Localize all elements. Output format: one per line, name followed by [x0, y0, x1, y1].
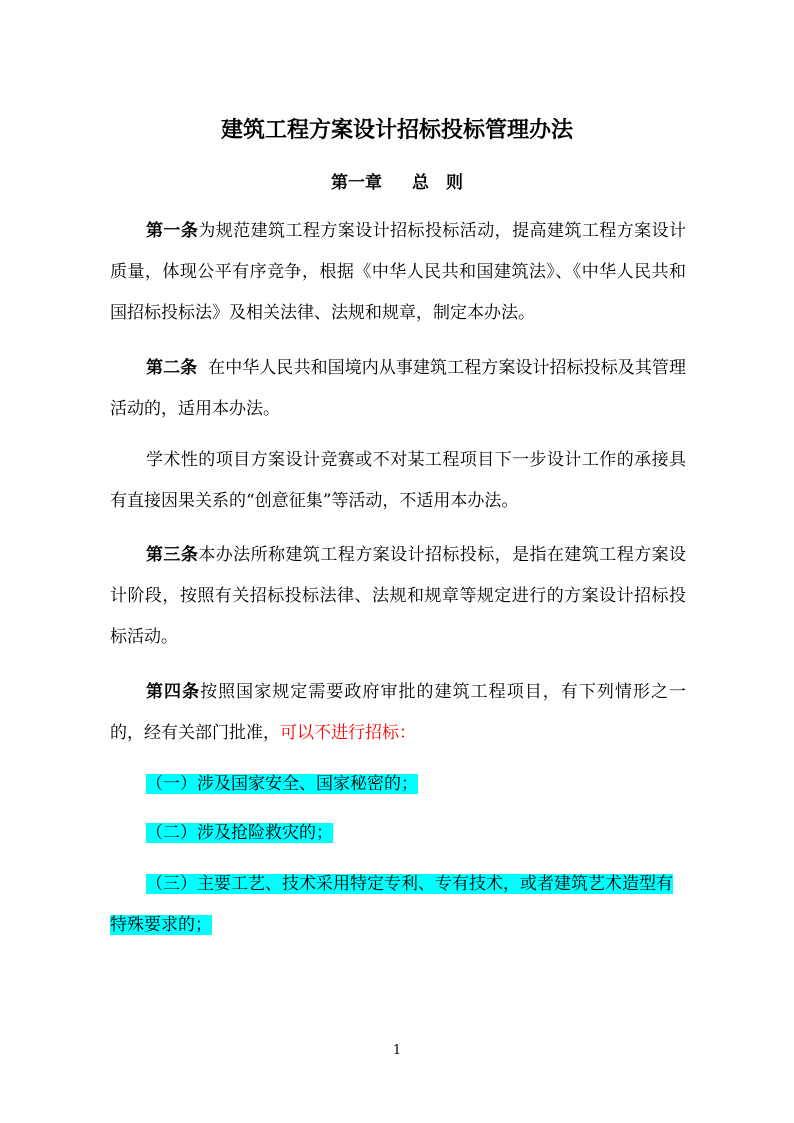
article-2 [110, 348, 686, 430]
list-item [110, 764, 686, 805]
article-4-text: 按照国家规定需要政府审批的建筑工程项目，有下列情形之一的，经有关部门批准， [110, 682, 687, 743]
chapter-name: 总 则 [412, 173, 463, 193]
list-item [110, 864, 686, 946]
article-2-text: 在中华人民共和国境内从事建筑工程方案设计招标投标及其管理活动的，适用本办法。 [110, 358, 687, 419]
article-3-label: 第三条 [146, 545, 199, 565]
article-1-label: 第一条 [146, 221, 199, 241]
article-2-label: 第二条 [146, 358, 198, 378]
list-item [110, 813, 686, 854]
chapter-heading [0, 168, 794, 193]
article-1 [110, 211, 686, 334]
article-1-text: 为规范建筑工程方案设计招标投标活动，提高建筑工程方案设计质量，体现公平有序竞争，根据《中华人民共和国建筑法》、《中华人民共和国招标投标法》及相关法律、法规和规章，制定本办法。 [110, 221, 687, 323]
article-4-red-text: 可以不进行招标： [280, 723, 416, 743]
page-number: 1 [392, 1043, 402, 1058]
article-2-paragraph-2 [110, 440, 686, 522]
chapter-number: 第一章 [331, 173, 382, 193]
list-item-text-2: （二）涉及抢险救灾的； [146, 823, 333, 843]
document-title: 建筑工程方案设计招标投标管理办法 [220, 117, 573, 143]
article-4-label: 第四条 [146, 682, 201, 702]
article-4 [110, 672, 686, 754]
list-item-text-1: （一）涉及国家安全、国家秘密的； [146, 774, 418, 794]
article-3-text: 本办法所称建筑工程方案设计招标投标，是指在建筑工程方案设计阶段，按照有关招标投标法律、法规和规章等规定进行的方案设计招标投标活动。 [110, 545, 687, 647]
article-3 [110, 535, 686, 658]
list-item-text-3: （三）主要工艺、技术采用特定专利、专有技术，或者建筑艺术造型有特殊要求的； [110, 874, 673, 935]
article-2-paragraph-2-text: 学术性的项目方案设计竞赛或不对某工程项目下一步设计工作的承接具有直接因果关系的“创意征集”等活动，不适用本办法。 [110, 450, 686, 511]
